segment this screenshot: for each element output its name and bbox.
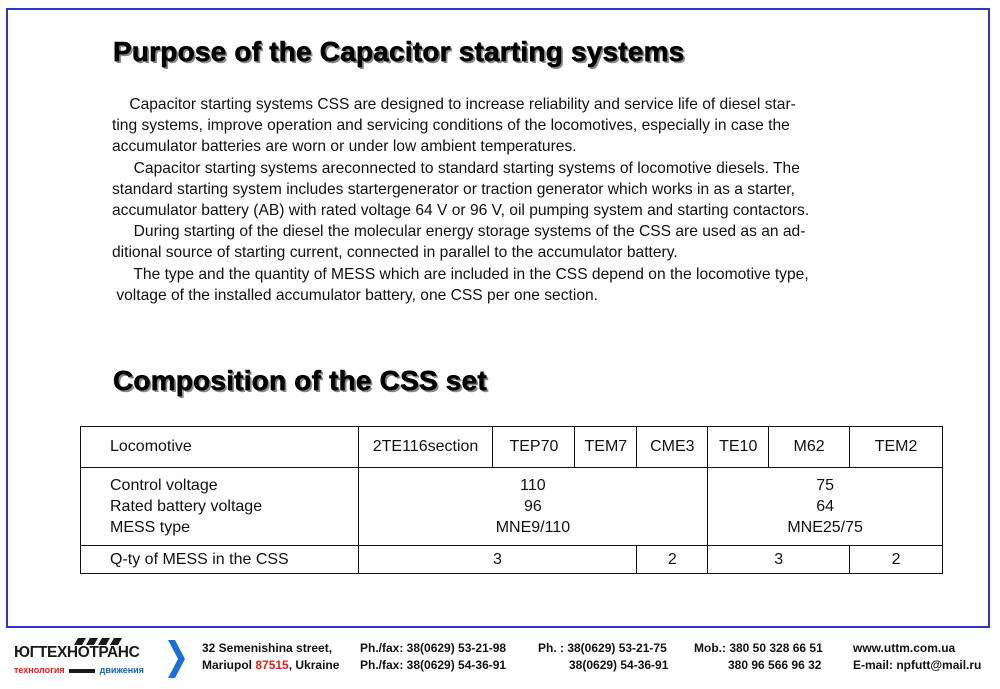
mobile-line-1: Mob.: 380 50 328 66 51 xyxy=(694,641,823,655)
paragraph-line: accumulator battery (AB) with rated voltage 64 V or 96 V, oil pumping system and starting contactors. xyxy=(112,201,810,219)
table-row xyxy=(81,427,943,468)
paragraph-line: voltage of the installed accumulator battery, one CSS per one section. xyxy=(112,286,598,304)
qty-label: Q-ty of MESS in the CSS xyxy=(81,546,359,574)
group-b-control-voltage: 75 xyxy=(816,477,835,494)
group-a-mess-type: MNE9/110 xyxy=(495,519,571,536)
control-voltage-label: Control voltage xyxy=(110,477,218,494)
phone-line-2: 38(0629) 54-36-91 xyxy=(569,658,669,672)
purpose-heading: Purpose of the Capacitor starting systems xyxy=(113,36,685,67)
group-a-control-voltage: 110 xyxy=(520,477,546,494)
loco-tem2: TEM2 xyxy=(850,427,943,468)
group-a-battery-voltage: 96 xyxy=(524,498,542,515)
loco-te10: TE10 xyxy=(708,427,769,468)
param-labels-cell xyxy=(81,468,359,546)
qty-group-1: 3 xyxy=(358,546,637,574)
email-link[interactable]: E-mail: npfutt@mail.ru xyxy=(853,658,982,672)
logo-sub-text xyxy=(14,665,144,675)
loco-cme3: CME3 xyxy=(637,427,708,468)
qty-group-3: 3 xyxy=(708,546,850,574)
address-line-2 xyxy=(202,657,339,674)
address-zip: 87515 xyxy=(255,658,289,672)
address-city: Mariupol xyxy=(202,658,252,672)
footer-mobile xyxy=(694,640,823,674)
loco-tem7: TEM7 xyxy=(575,427,637,468)
logo-bar-icon xyxy=(69,669,95,673)
group-b-battery-voltage: 64 xyxy=(816,498,835,515)
qty-group-4: 2 xyxy=(850,546,943,574)
group-b-values xyxy=(708,468,943,546)
chevron-right-icon xyxy=(166,638,186,680)
loco-tep70: TEP70 xyxy=(493,427,575,468)
purpose-paragraph xyxy=(112,94,912,306)
table-row xyxy=(81,546,943,574)
mobile-line-2: 380 96 566 96 32 xyxy=(728,658,822,672)
logo-sub-1: технология xyxy=(14,665,65,675)
paragraph-line: Capacitor starting systems CSS are designed to increase reliability and service life of diesel star- xyxy=(112,96,796,113)
address-country: , Ukraine xyxy=(288,658,340,672)
battery-voltage-label: Rated battery voltage xyxy=(110,498,263,515)
logo-sub-2: движения xyxy=(99,665,144,675)
footer-address xyxy=(202,640,339,674)
paragraph-line: Capacitor starting systems areconnected to standard starting systems of locomotive diesels. The xyxy=(112,159,800,177)
website-link[interactable]: www.uttm.com.ua xyxy=(853,641,956,655)
paragraph-line: The type and the quantity of MESS which are included in the CSS depend on the locomotive type, xyxy=(112,265,809,283)
footer-phone xyxy=(538,640,668,674)
table-row xyxy=(81,468,943,546)
paragraph-line: standard starting system includes startergenerator or traction generator which works in as a starter, xyxy=(112,180,795,198)
group-b-mess-type: MNE25/75 xyxy=(787,519,863,536)
footer xyxy=(0,632,1000,689)
mess-type-label: MESS type xyxy=(110,519,191,536)
paragraph-line: During starting of the diesel the molecular energy storage systems of the CSS are used as an ad- xyxy=(112,223,806,241)
group-a-values xyxy=(358,468,708,546)
qty-group-2: 2 xyxy=(637,546,708,574)
paragraph-line: ditional source of starting current, connected in parallel to the accumulator battery. xyxy=(112,244,678,262)
loco-m62: M62 xyxy=(769,427,850,468)
company-logo xyxy=(14,638,186,680)
locomotive-label: Locomotive xyxy=(81,427,359,468)
paragraph-line: ting systems, improve operation and servicing conditions of the locomotives, especially in case the xyxy=(112,117,790,135)
css-composition-table xyxy=(80,426,943,574)
paragraph-line: accumulator batteries are worn or under low ambient temperatures. xyxy=(112,138,577,156)
footer-web xyxy=(853,640,981,674)
logo-main-text: ЮГТЕХНОТРАНС xyxy=(14,644,140,661)
footer-phfax xyxy=(360,640,506,674)
address-line-1: 32 Semenishina street, xyxy=(202,641,333,655)
phfax-line-2: Ph./fax: 38(0629) 54-36-91 xyxy=(360,658,507,672)
loco-2te116: 2TE116section xyxy=(358,427,493,468)
phone-line-1: Ph. : 38(0629) 53-21-75 xyxy=(538,641,667,655)
composition-heading: Composition of the CSS set xyxy=(113,365,487,396)
phfax-line-1: Ph./fax: 38(0629) 53-21-98 xyxy=(360,641,507,655)
